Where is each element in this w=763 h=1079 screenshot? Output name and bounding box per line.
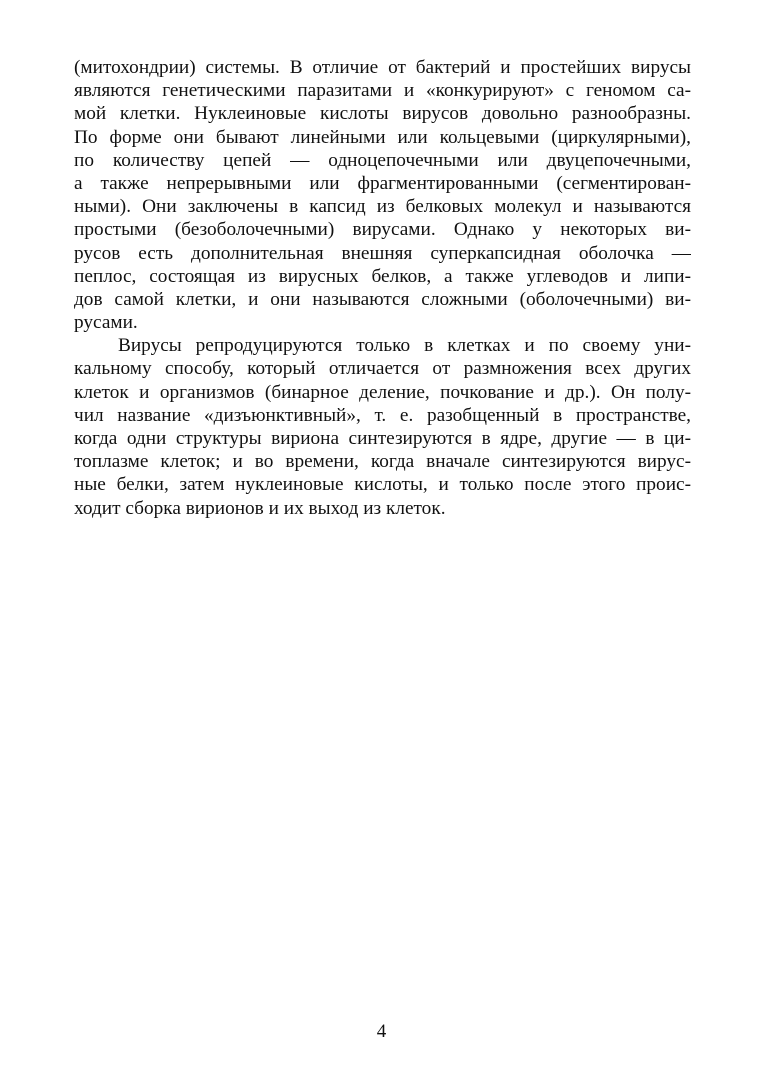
text-line: По форме они бывают линейными или кольцевыми (циркулярными), (74, 126, 691, 148)
page-number: 4 (376, 1021, 387, 1042)
text-line: русами. (74, 312, 138, 334)
text-line: являются генетическими паразитами и «конкурируют» с геномом са- (74, 80, 691, 102)
text-line: чил название «дизъюнктивный», т. е. разобщенный в пространстве, (74, 404, 691, 426)
text-line: (митохондрии) системы. В отличие от бактерий и простейших вирусы (74, 57, 691, 78)
text-line: ными). Они заключены в капсид из белковых молекул и называются (74, 196, 691, 218)
text-line: русов есть дополнительная внешняя суперкапсидная оболочка — (74, 242, 691, 264)
text-line: клеток и организмов (бинарное деление, почкование и др.). Он полу- (74, 381, 691, 403)
text-line: топлазме клеток; и во времени, когда вначале синтезируются вирус- (74, 451, 691, 473)
paragraph-1 (74, 56, 691, 334)
text-line: ные белки, затем нуклеиновые кислоты, и только после этого проис- (74, 474, 691, 496)
text-line: по количеству цепей — одноцепочечными или двуцепочечными, (74, 149, 691, 171)
text-line: кальному способу, который отличается от размножения всех других (74, 358, 691, 380)
text-line: пеплос, состоящая из вирусных белков, а также углеводов и липи- (74, 265, 691, 287)
paragraph-2 (74, 334, 691, 520)
text-line: ходит сборка вирионов и их выход из клеток. (74, 497, 446, 519)
text-line: простыми (безоболочечными) вирусами. Однако у некоторых ви- (74, 219, 691, 241)
text-line: Вирусы репродуцируются только в клетках и по своему уни- (118, 335, 691, 357)
text-line: когда одни структуры вириона синтезируются в ядре, другие — в ци- (74, 428, 691, 449)
text-line: мой клетки. Нуклеиновые кислоты вирусов довольно разнообразны. (74, 103, 691, 125)
text-line: дов самой клетки, и они называются сложными (оболочечными) ви- (74, 288, 691, 310)
text-line: а также непрерывными или фрагментированными (сегментирован- (74, 172, 691, 194)
body-text (74, 56, 691, 520)
